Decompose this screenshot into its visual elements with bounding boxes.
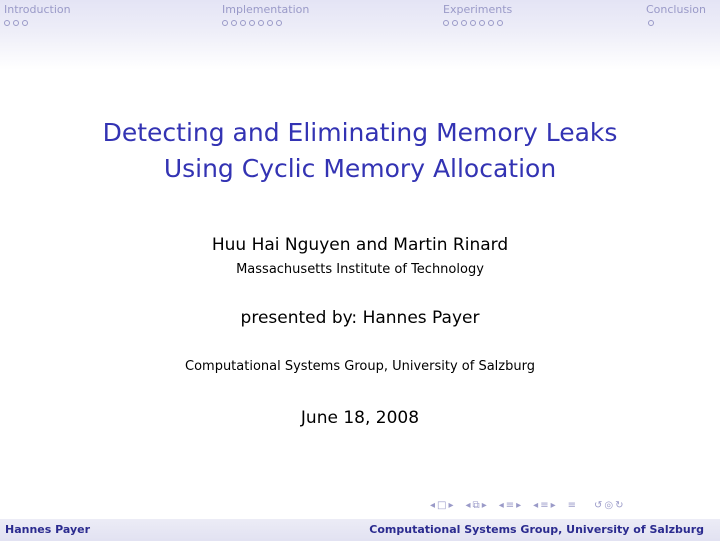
section-icon[interactable]: ≡ (505, 500, 515, 511)
slide-dot[interactable] (240, 20, 246, 26)
presenter-affiliation: Computational Systems Group, University of Salzburg (185, 359, 535, 374)
slide-dot[interactable] (231, 20, 237, 26)
nav-dots-introduction (4, 20, 28, 26)
slide-dot[interactable] (222, 20, 228, 26)
footer-bar (0, 519, 720, 541)
date: June 18, 2008 (300, 408, 420, 428)
slide-dot[interactable] (4, 20, 10, 26)
slide-dot[interactable] (648, 20, 654, 26)
slide-dot[interactable] (452, 20, 458, 26)
nav-section-experiments[interactable]: Experiments (443, 3, 513, 16)
slide-dot[interactable] (267, 20, 273, 26)
next-section-icon[interactable]: ▸ (516, 500, 522, 511)
nav-section-implementation[interactable]: Implementation (222, 3, 310, 16)
slide-dot[interactable] (258, 20, 264, 26)
next-appendix-icon[interactable]: ▸ (550, 500, 556, 511)
slide-dot[interactable] (22, 20, 28, 26)
nav-dots-experiments (443, 20, 503, 26)
slide-dot[interactable] (488, 20, 494, 26)
title-line-2: Using Cyclic Memory Allocation (163, 154, 557, 183)
presenter: presented by: Hannes Payer (240, 308, 480, 328)
institute: Massachusetts Institute of Technology (236, 262, 484, 277)
footer-affiliation: Computational Systems Group, University of Salzburg (369, 523, 704, 536)
slide-dot[interactable] (13, 20, 19, 26)
frame-icon[interactable]: □ (437, 500, 447, 511)
nav-dots-implementation (222, 20, 282, 26)
authors: Huu Hai Nguyen and Martin Rinard (211, 235, 509, 255)
next-frame-icon[interactable]: ▸ (448, 500, 454, 511)
search-icon[interactable]: ↺ (594, 500, 603, 511)
title-line-1: Detecting and Eliminating Memory Leaks (102, 118, 618, 147)
next-subsection-icon[interactable]: ▸ (481, 500, 487, 511)
nav-section-conclusion[interactable]: Conclusion (646, 3, 706, 16)
slide-dot[interactable] (461, 20, 467, 26)
slide-dot[interactable] (276, 20, 282, 26)
slide-dot[interactable] (443, 20, 449, 26)
document-icon[interactable]: ≡ (567, 500, 577, 511)
beamer-navigation-symbols (430, 500, 624, 511)
slide-dot[interactable] (479, 20, 485, 26)
slide-dot[interactable] (470, 20, 476, 26)
subsection-icon[interactable]: ⧉ (472, 500, 480, 511)
appendix-icon[interactable]: ≡ (540, 500, 549, 511)
slide-dot[interactable] (249, 20, 255, 26)
previous-section-icon[interactable]: ◂ (498, 500, 504, 511)
section-navigation-bar (0, 0, 720, 70)
previous-subsection-icon[interactable]: ◂ (465, 500, 471, 511)
previous-frame-icon[interactable]: ◂ (430, 500, 436, 511)
nav-section-introduction[interactable]: Introduction (4, 3, 71, 16)
nav-dots-conclusion (648, 20, 654, 26)
back-icon[interactable]: ↻ (615, 500, 624, 511)
previous-appendix-icon[interactable]: ◂ (533, 500, 539, 511)
slide-dot[interactable] (497, 20, 503, 26)
zoom-icon[interactable]: ◎ (604, 500, 614, 511)
footer-author: Hannes Payer (5, 523, 91, 536)
